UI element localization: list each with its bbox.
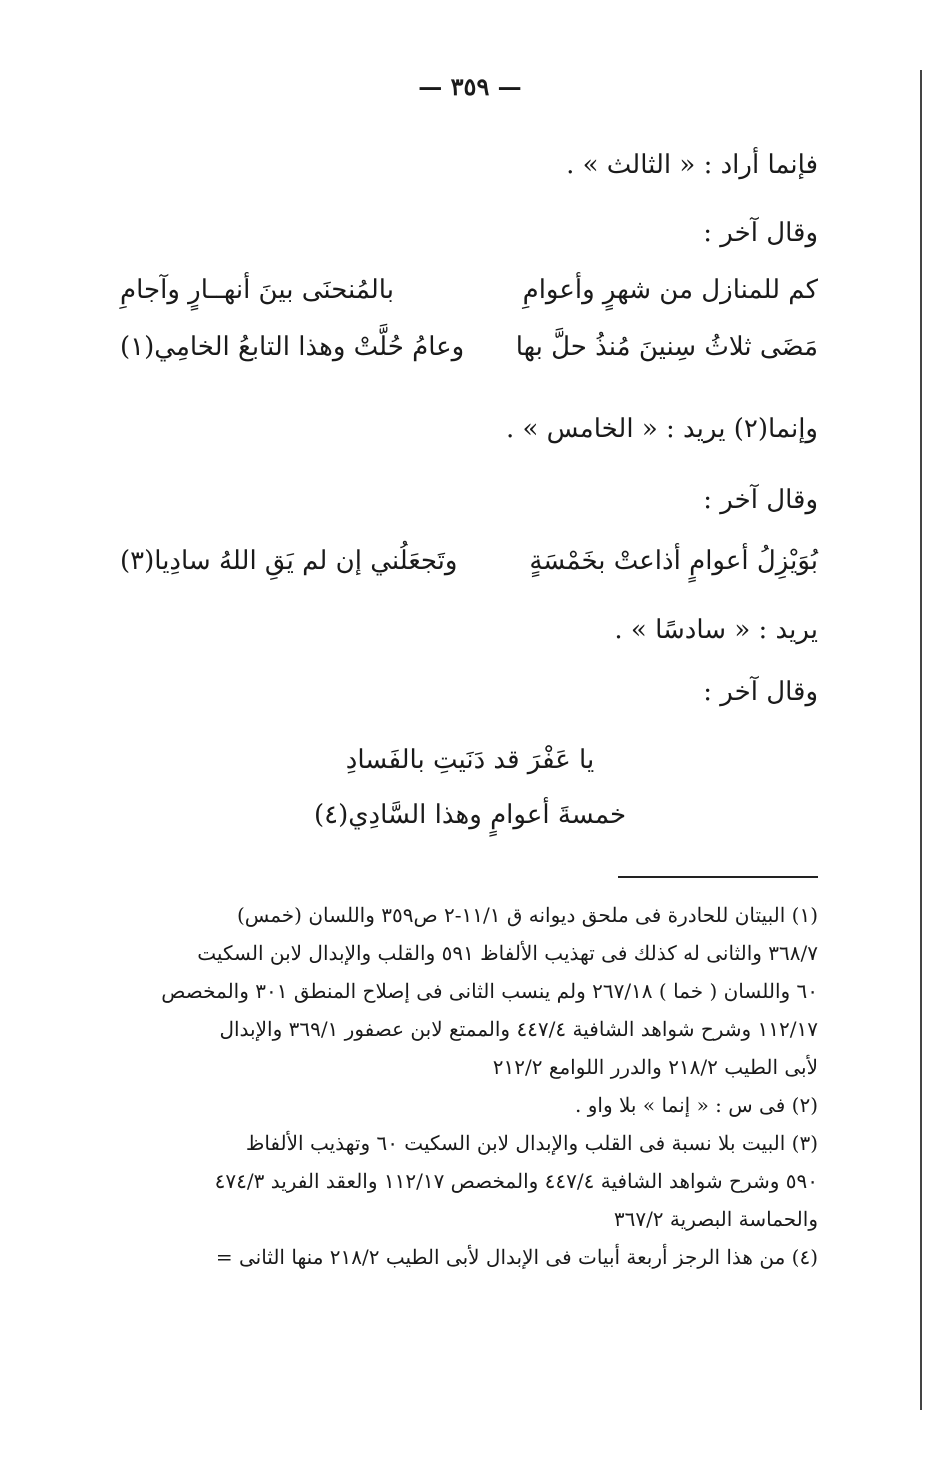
verse-1 [120, 275, 818, 315]
body-line-5: يريد : « سادسًا » . [614, 615, 818, 645]
footnote-1-line-1: (١) البيتان للحادرة فى ملحق ديوانه ق ١١/١-٢ ص٣٥٩ واللسان (خمس) [236, 903, 818, 927]
verse-3-first-hemistich: بُوَيْزِلُ أعوامٍ أذاعتْ بخَمْسَةٍ [529, 546, 818, 576]
verse-2-first-hemistich: مَضَى ثلاثُ سِنينَ مُنذُ حلَّ بها [515, 332, 818, 362]
verse-3 [120, 546, 818, 586]
page-number: — ٣٥٩ — [418, 72, 522, 101]
body-line-3: وإنما(٢) يريد : « الخامس » . [505, 414, 818, 444]
rajaz-line-2: خمسةَ أعوامٍ وهذا السَّادِي(٤) [313, 800, 627, 830]
body-line-1: فإنما أراد : « الثالث » . [566, 150, 818, 180]
footnote-1-line-4: ١١٢/١٧ وشرح شواهد الشافية ٤٤٧/٤ والممتع لابن عصفور ٣٦٩/١ والإبدال [219, 1017, 818, 1041]
verse-2-second-hemistich: وعامُ حُلَّتْ وهذا التابعُ الخامِي(١) [120, 332, 465, 362]
verse-2 [120, 332, 818, 372]
page-edge-line [920, 70, 922, 1410]
footnote-1-line-2: ٣٦٨/٧ والثانى له كذلك فى تهذيب الألفاظ ٥٩١ والقلب والإبدال لابن السكيت [197, 941, 818, 965]
footnote-3-line-1: (٣) البيت بلا نسبة فى القلب والإبدال لابن السكيت ٦٠ وتهذيب الألفاظ [245, 1131, 818, 1155]
footnote-1-line-3: ٦٠ واللسان ( خما ) ٢٦٧/١٨ ولم ينسب الثانى فى إصلاح المنطق ٣٠١ والمخصص [161, 979, 818, 1003]
footnote-4-line-1: (٤) من هذا الرجز أربعة أبيات فى الإبدال لأبى الطيب ٢١٨/٢ منها الثانى = [215, 1245, 818, 1269]
body-line-2: وقال آخر : [703, 218, 818, 248]
verse-3-second-hemistich: وتَجعَلُني إن لم يَقِ اللهُ سادِيا(٣) [120, 546, 458, 576]
footnote-1-line-5: لأبى الطيب ٢١٨/٢ والدرر اللوامع ٢١٢/٢ [492, 1055, 818, 1079]
footnote-3-line-2: ٥٩٠ وشرح شواهد الشافية ٤٤٧/٤ والمخصص ١١٢/١٧ والعقد الفريد ٤٧٤/٣ [214, 1169, 818, 1193]
body-line-6: وقال آخر : [703, 677, 818, 707]
rajaz-line-1: يا عَفْرَ قد دَنَيتِ بالفَسادِ [345, 745, 595, 775]
body-line-4: وقال آخر : [703, 485, 818, 515]
footnote-3-line-3: والحماسة البصرية ٣٦٧/٢ [613, 1207, 818, 1231]
verse-1-second-hemistich: بالمُنحنَى بينَ أنهــارٍ وآجامِ [120, 275, 394, 305]
footnote-separator [618, 876, 818, 878]
verse-1-first-hemistich: كم للمنازل من شهرٍ وأعوامِ [522, 275, 818, 305]
footnote-2-line-1: (٢) فى س : « إنما » بلا واو . [575, 1093, 818, 1117]
